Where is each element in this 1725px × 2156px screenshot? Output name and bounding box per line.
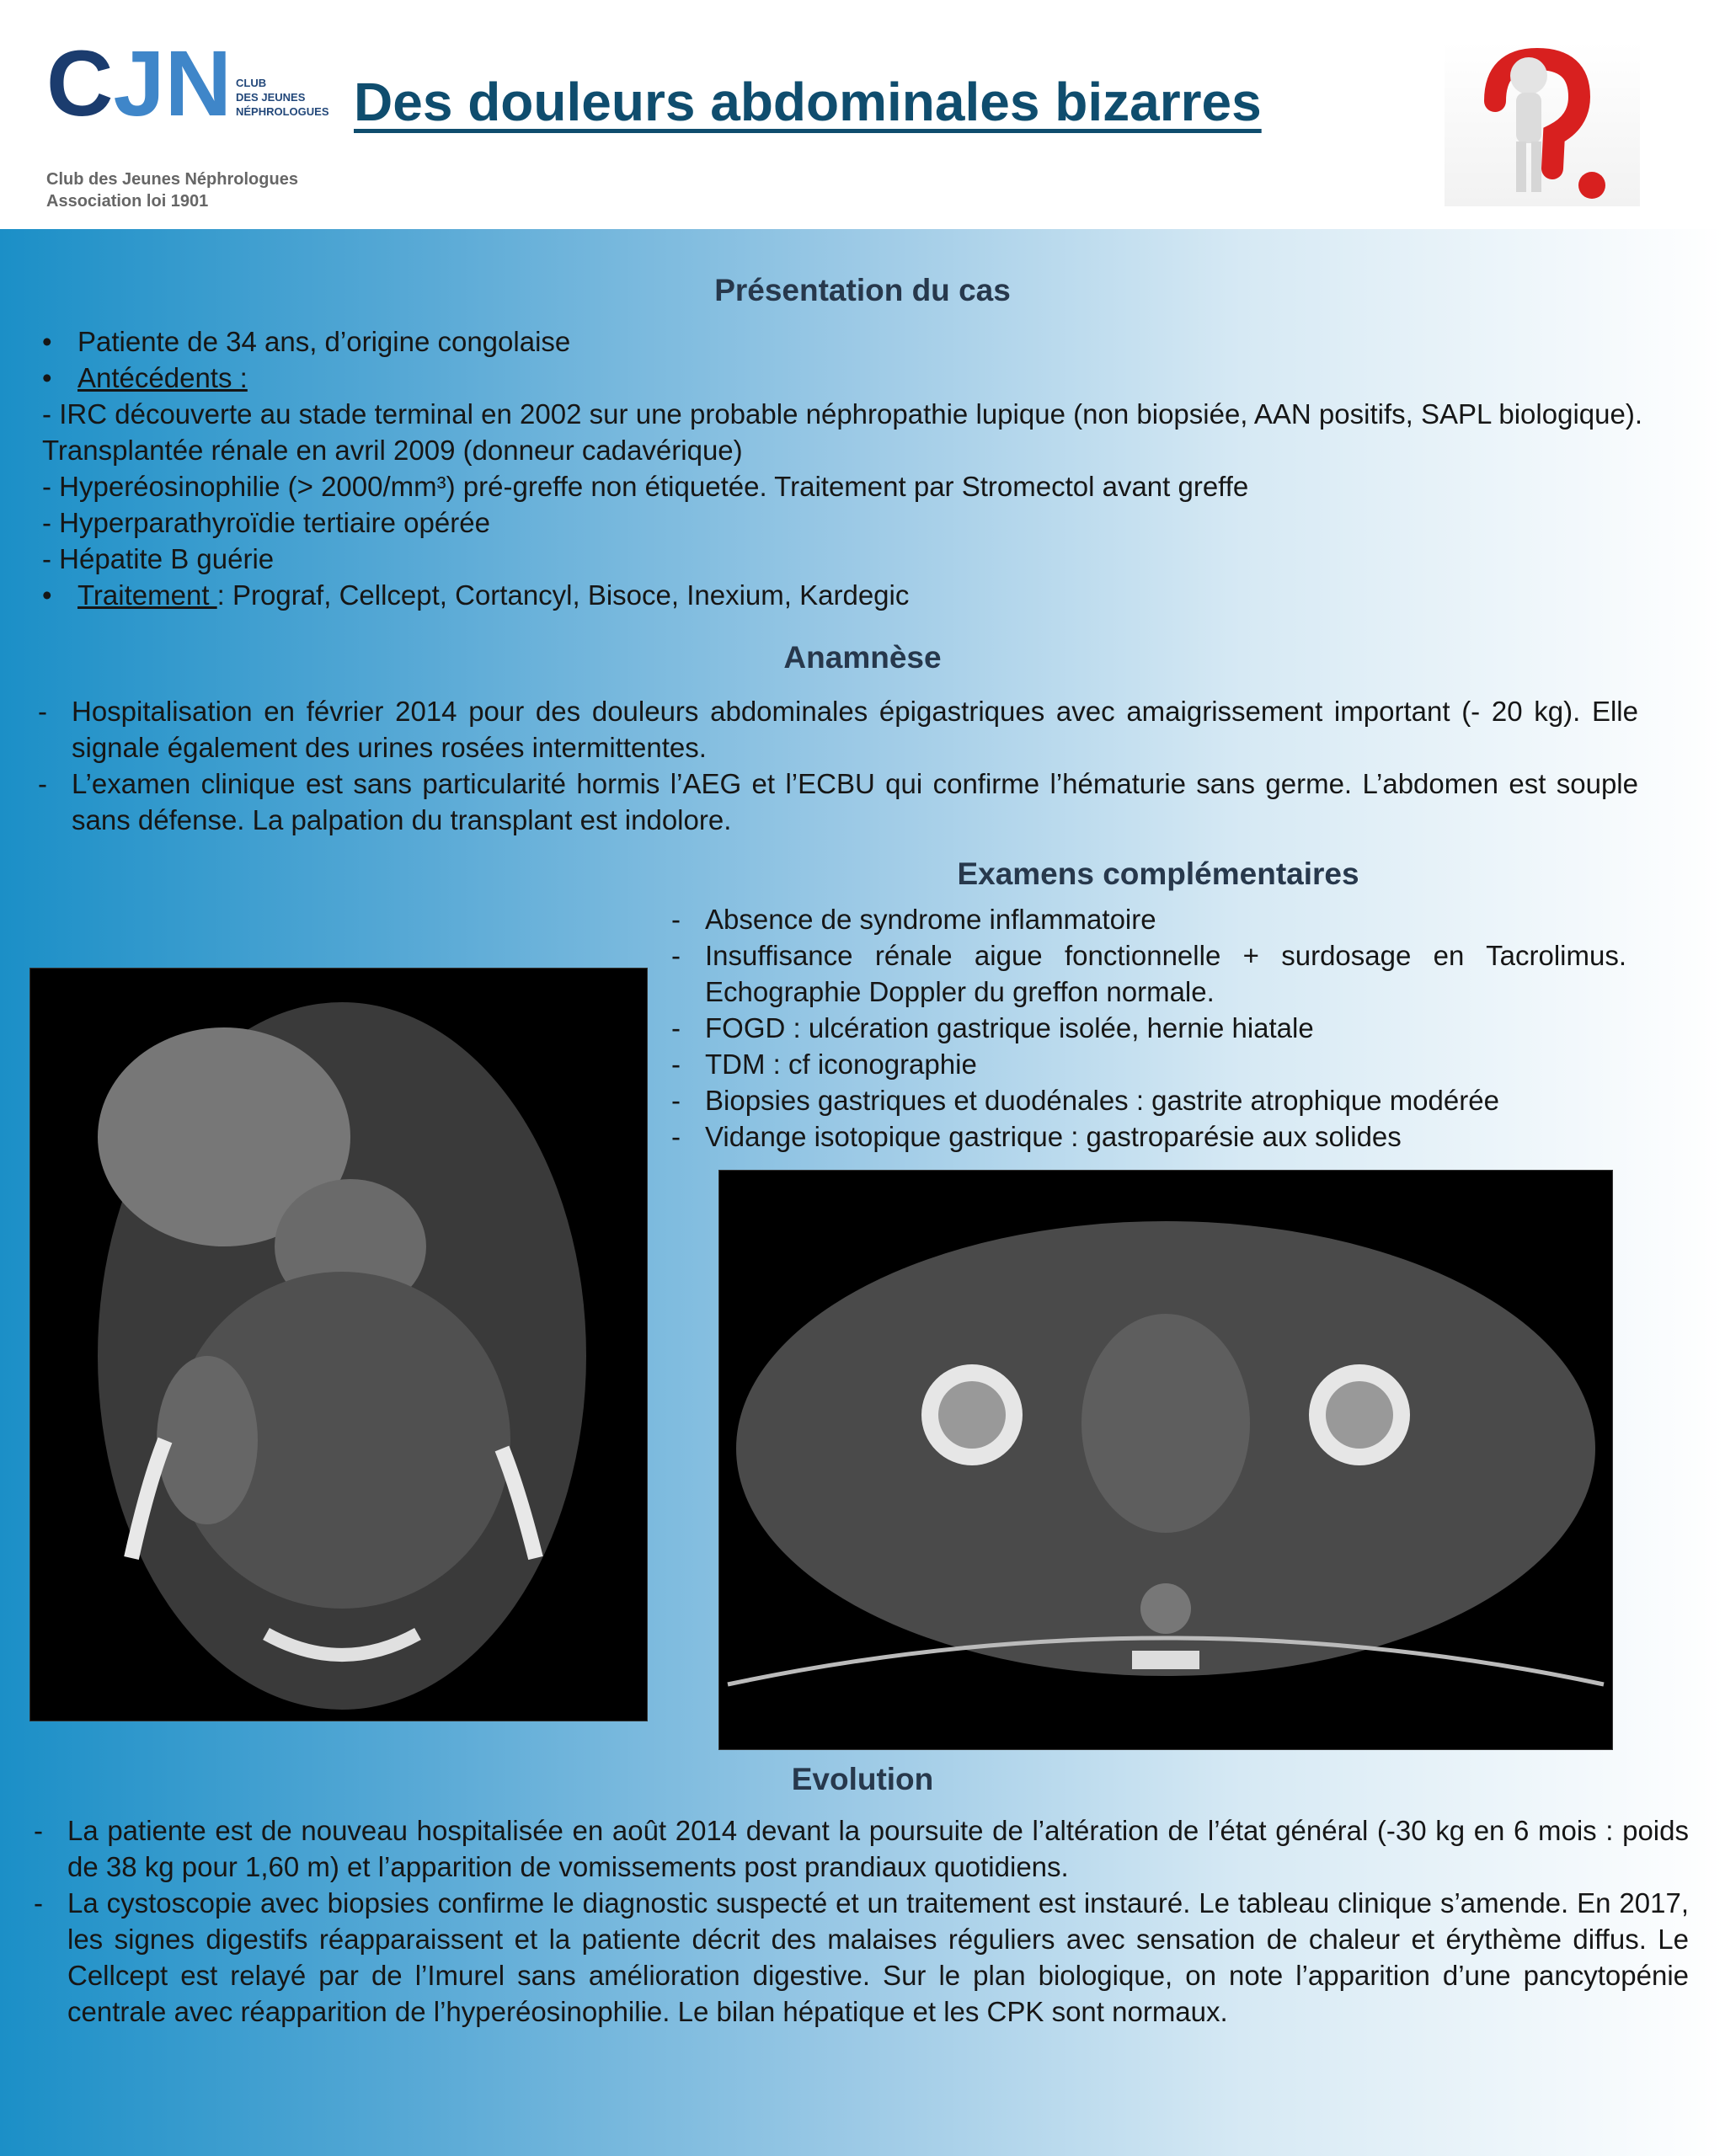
anamnese-item: - Hospitalisation en février 2014 pour des douleurs abdominales épigastriques avec amaigrissement important (- 20 kg). Elle signale également des urines rosées intermittentes. bbox=[38, 693, 1638, 766]
antecedent-item: - Hépatite B guérie bbox=[42, 543, 275, 574]
left-image-column bbox=[0, 855, 671, 1721]
evolution-item: - La patiente est de nouveau hospitalisée en août 2014 devant la poursuite de l’altération de l’état général (-30 kg en 6 mois : poids de 38 kg pour 1,60 m) et l’apparition de vomissements post prandiaux quotidiens. bbox=[34, 1812, 1689, 1885]
bullet-traitement bbox=[42, 577, 1642, 613]
cjn-logo bbox=[46, 34, 333, 219]
antecedent-item: - Hyperparathyroïdie tertiaire opérée bbox=[42, 507, 490, 538]
logo-line: CLUB bbox=[236, 77, 267, 89]
page-title: Des douleurs abdominales bizarres bbox=[354, 72, 1262, 132]
section-heading-anamnese: Anamnèse bbox=[783, 640, 942, 675]
logo-letters-jn: JN bbox=[113, 32, 232, 136]
presentation-section bbox=[42, 323, 1642, 613]
anamnese-item: - L’examen clinique est sans particularité hormis l’AEG et l’ECBU qui confirme l’hématurie sans germe. L’abdomen est souple sans défense. La palpation du transplant est indolore. bbox=[38, 766, 1638, 838]
antecedent-item: - Hyperéosinophilie (> 2000/mm³) pré-greffe non étiquetée. Traitement par Stromectol avant greffe bbox=[42, 471, 1249, 502]
examen-item: - TDM : cf iconographie bbox=[671, 1046, 1626, 1082]
examen-item: - Absence de syndrome inflammatoire bbox=[671, 901, 1626, 937]
section-heading-examens: Examens complémentaires bbox=[957, 857, 1359, 891]
examens-row bbox=[0, 855, 1725, 1750]
logo-sub-line: Club des Jeunes Néphrologues bbox=[46, 170, 298, 189]
examen-item: - Biopsies gastriques et duodénales : gastrite atrophique modérée bbox=[671, 1082, 1626, 1118]
examen-item: - Vidange isotopique gastrique : gastroparésie aux solides bbox=[671, 1118, 1626, 1155]
evolution-item: - La cystoscopie avec biopsies confirme le diagnostic suspecté et un traitement est instauré. Le tableau clinique s’amende. En 2017, les signes digestifs réapparaissent et la patiente décrit des malaises réguliers avec sensation de chaleur et érythème diffus. Le Cellcept est relayé par de l’Imurel sans amélioration digestive. Sur le plan biologique, on note l’apparition d’une pancytopénie centrale avec réapparition de l’hyperéosinophilie. Le bilan hépatique et les CPK sont normaux. bbox=[34, 1885, 1689, 2030]
question-mark-figure-image bbox=[1445, 42, 1640, 206]
anamnese-section bbox=[38, 693, 1638, 838]
logo-letter-c: C bbox=[46, 32, 114, 136]
logo-sub-line: Association loi 1901 bbox=[46, 192, 209, 211]
section-heading-presentation: Présentation du cas bbox=[714, 273, 1011, 307]
antecedents-label: Antécédents : bbox=[77, 362, 248, 393]
examens-section bbox=[671, 901, 1626, 1155]
section-heading-evolution: Evolution bbox=[791, 1762, 934, 1796]
poster-body bbox=[0, 229, 1725, 2156]
examen-item: - FOGD : ulcération gastrique isolée, hernie hiatale bbox=[671, 1010, 1626, 1046]
traitement-label: Traitement bbox=[77, 579, 217, 611]
logo-letters bbox=[46, 34, 232, 135]
bullet-antecedents bbox=[42, 360, 1642, 396]
ct-axial-pelvis-image bbox=[718, 1170, 1613, 1750]
logo-line: DES JEUNES bbox=[236, 91, 306, 104]
antecedent-item: - IRC découverte au stade terminal en 2002 sur une probable néphropathie lupique (non biopsiée, AAN positifs, SAPL biologique). Transplantée rénale en avril 2009 (donneur cadavérique) bbox=[42, 398, 1642, 466]
bullet-patient: • Patiente de 34 ans, d’origine congolaise bbox=[42, 323, 1642, 360]
ct-coronal-image bbox=[29, 968, 648, 1721]
logo-small-text bbox=[236, 76, 329, 119]
evolution-section bbox=[34, 1812, 1689, 2030]
examen-item: - Insuffisance rénale aigue fonctionnelle + surdosage en Tacrolimus. Echographie Doppler du greffon normale. bbox=[671, 937, 1626, 1010]
logo-line: NÉPHROLOGUES bbox=[236, 105, 329, 118]
header bbox=[0, 0, 1725, 229]
logo-subtitle bbox=[46, 168, 298, 212]
right-column bbox=[671, 855, 1645, 1750]
traitement-text: : Prograf, Cellcept, Cortancyl, Bisoce, Inexium, Kardegic bbox=[216, 579, 910, 611]
